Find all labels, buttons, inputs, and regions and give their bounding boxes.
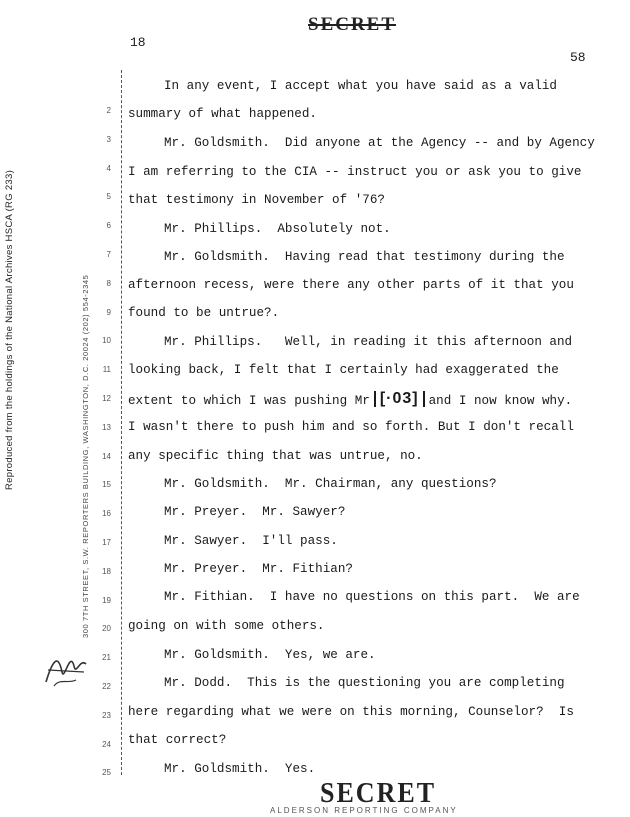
transcript-line: Mr. Goldsmith. Yes.: [164, 762, 316, 776]
margin-rule: [121, 70, 122, 775]
line-number: 7: [106, 250, 111, 259]
transcript-line: summary of what happened.: [128, 107, 317, 121]
transcript-line: Mr. Dodd. This is the questioning you are completing: [164, 676, 565, 690]
line-number: 13: [102, 423, 111, 432]
secret-stamp-bottom: SECRET: [320, 776, 437, 809]
reporter-address: 300 7TH STREET, S.W. REPORTERS BUILDING, WASHINGTON, D.C. 20024 (202) 554-2345: [81, 274, 90, 638]
line-number: 3: [106, 135, 111, 144]
transcript-line: Mr. Fithian. I have no questions on this part. We are: [164, 590, 580, 604]
line-number: 17: [102, 538, 111, 547]
line-number: 19: [102, 596, 111, 605]
line-number: 20: [102, 624, 111, 633]
line-number: 10: [102, 336, 111, 345]
transcript-line: [128, 392, 572, 408]
transcript-line: Mr. Goldsmith. Did anyone at the Agency -- and by Agency: [164, 136, 595, 150]
page-number: 58: [570, 50, 586, 65]
transcript-line: I wasn't there to push him and so forth. But I don't recall: [128, 420, 574, 434]
transcript-line: Mr. Preyer. Mr. Sawyer?: [164, 505, 346, 519]
line-number: 18: [102, 567, 111, 576]
transcript-text: extent to which I was pushing Mr: [128, 394, 370, 408]
transcript-line: afternoon recess, were there any other parts of it that you: [128, 278, 574, 292]
line-number: 4: [106, 164, 111, 173]
line-number: 2: [106, 106, 111, 115]
archive-note: Reproduced from the holdings of the National Archives HSCA (RG 233): [4, 169, 15, 490]
handwritten-initials-mark: [40, 642, 90, 692]
line-number: 23: [102, 711, 111, 720]
transcript-line: Mr. Goldsmith. Mr. Chairman, any questions?: [164, 477, 497, 491]
line-number: 24: [102, 740, 111, 749]
transcript-line: here regarding what we were on this morning, Counselor? Is: [128, 705, 574, 719]
line-number: 21: [102, 653, 111, 662]
line-number: 6: [106, 221, 111, 230]
line-number: 22: [102, 682, 111, 691]
line-number: 25: [102, 768, 111, 777]
line-number: 9: [106, 308, 111, 317]
secret-stamp-top: SECRET: [308, 14, 397, 35]
transcript-line: Mr. Preyer. Mr. Fithian?: [164, 562, 353, 576]
transcript-line: that correct?: [128, 733, 227, 747]
transcript-line: any specific thing that was untrue, no.: [128, 449, 423, 463]
transcript-text: and I now know why.: [428, 394, 573, 408]
line-number: 14: [102, 452, 111, 461]
transcript-line: In any event, I accept what you have said as a valid: [164, 79, 557, 93]
page-label: 18: [130, 35, 146, 50]
transcript-line: Mr. Phillips. Well, in reading it this afternoon and: [164, 335, 573, 349]
redaction-mark: [·03]: [374, 391, 425, 407]
reporting-company: ALDERSON REPORTING COMPANY: [270, 806, 458, 815]
transcript-line: Mr. Sawyer. I'll pass.: [164, 534, 338, 548]
transcript-line: I am referring to the CIA -- instruct you or ask you to give: [128, 165, 582, 179]
transcript-line: Mr. Goldsmith. Yes, we are.: [164, 648, 376, 662]
transcript-line: that testimony in November of '76?: [128, 193, 385, 207]
transcript-line: looking back, I felt that I certainly had exaggerated the: [128, 363, 559, 377]
line-number: 8: [106, 279, 111, 288]
transcript-line: Mr. Goldsmith. Having read that testimony during the: [164, 250, 565, 264]
line-number: 5: [106, 192, 111, 201]
line-number: 16: [102, 509, 111, 518]
transcript-line: going on with some others.: [128, 619, 325, 633]
transcript-line: Mr. Phillips. Absolutely not.: [164, 222, 391, 236]
line-number: 11: [102, 365, 111, 374]
transcript-line: found to be untrue?.: [128, 306, 280, 320]
line-number: 12: [102, 394, 111, 403]
line-number: 15: [102, 480, 111, 489]
